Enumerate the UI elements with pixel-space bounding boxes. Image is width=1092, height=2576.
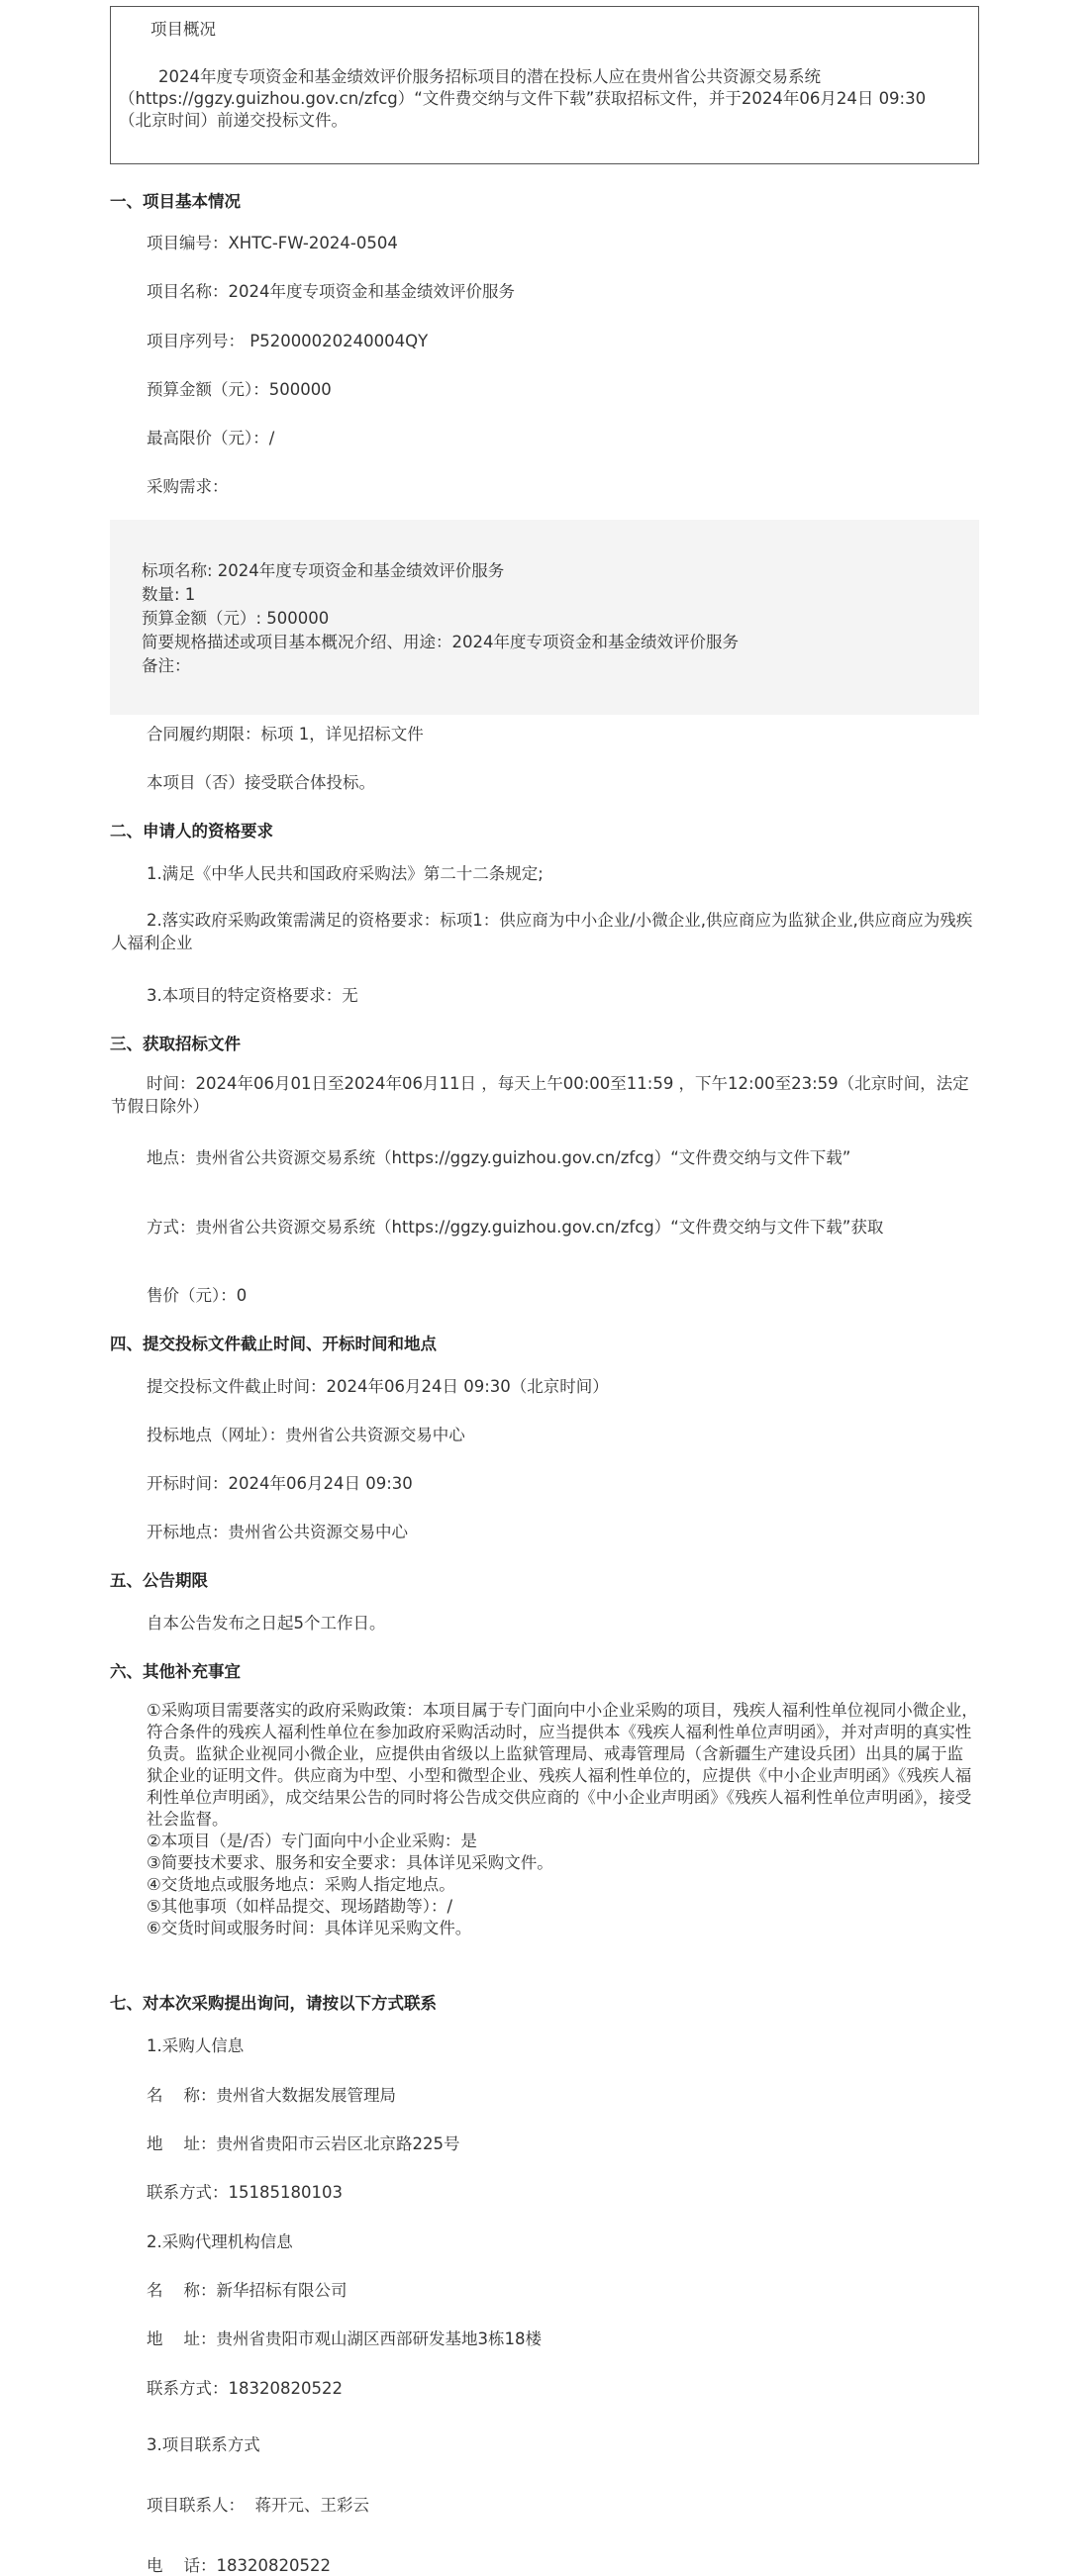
qualification-3: 3.本项目的特定资格要求：无	[147, 986, 358, 1005]
lot-quantity: 数量: 1	[142, 585, 196, 604]
section-2-heading: 二、申请人的资格要求	[110, 822, 273, 841]
joint-bid-note: 本项目（否）接受联合体投标。	[147, 773, 375, 792]
bid-deadline: 提交投标文件截止时间：2024年06月24日 09:30（北京时间）	[147, 1377, 609, 1396]
buyer-contact: 联系方式：15185180103	[147, 2183, 343, 2202]
note-5: ⑤其他事项（如样品提交、现场踏勘等）：/	[147, 1897, 453, 1916]
agent-address: 地 址：贵州省贵阳市观山湖区西部研发基地3栋18楼	[147, 2329, 542, 2348]
project-contact-phone: 电 话：18320820522	[147, 2556, 331, 2575]
project-contact-title: 3.项目联系方式	[147, 2435, 260, 2454]
agent-contact: 联系方式：18320820522	[147, 2379, 343, 2398]
buyer-address: 地 址：贵州省贵阳市云岩区北京路225号	[147, 2134, 460, 2153]
note-4: ④交货地点或服务地点：采购人指定地点。	[147, 1875, 455, 1894]
doc-acquire-time: 时间：2024年06月01日至2024年06月11日 ，每天上午00:00至11:59 ，下午12:00至23:59（北京时间，法定节假日除外）	[111, 1074, 969, 1116]
overview-box	[110, 6, 979, 164]
note-1: ①采购项目需要落实的政府采购政策：本项目属于专门面向中小企业采购的项目，残疾人福利性单位视同小微企业，符合条件的残疾人福利性单位在参加政府采购活动时，应当提供本《残疾人福利性单位声明函》，并对声明的真实性负责。监狱企业视同小微企业，应提供由省级以上监狱管理局、戒毒管理局（含新疆生产建设兵团）出具的属于监狱企业的证明文件。供应商为中型、小型和微型企业、残疾人福利性单位的，应提供《中小企业声明函》《残疾人福利性单位声明函》，成交结果公告的同时将公告成交供应商的《中小企业声明函》《残疾人福利性单位声明函》，接受社会监督。	[147, 1701, 978, 1829]
note-3: ③简要技术要求、服务和安全要求：具体详见采购文件。	[147, 1853, 553, 1872]
project-serial: 项目序列号： P52000020240004QY	[147, 332, 429, 350]
bid-place: 投标地点（网址）：贵州省公共资源交易中心	[147, 1426, 465, 1444]
opening-time: 开标时间：2024年06月24日 09:30	[147, 1474, 413, 1493]
agent-info-title: 2.采购代理机构信息	[147, 2232, 293, 2251]
note-2: ②本项目（是/否）专门面向中小企业采购：是	[147, 1832, 477, 1850]
contract-term: 合同履约期限：标项 1，详见招标文件	[147, 725, 424, 743]
overview-title: 项目概况	[150, 20, 216, 39]
agent-name: 名 称：新华招标有限公司	[147, 2281, 347, 2300]
lot-details-panel	[110, 520, 979, 715]
qualification-1: 1.满足《中华人民共和国政府采购法》第二十二条规定;	[147, 864, 544, 883]
budget-amount: 预算金额（元）：500000	[147, 380, 332, 399]
buyer-info-title: 1.采购人信息	[147, 2036, 245, 2055]
lot-description: 简要规格描述或项目基本概况介绍、用途：2024年度专项资金和基金绩效评价服务	[142, 633, 739, 651]
project-contact-people: 项目联系人： 蒋开元、王彩云	[147, 2496, 369, 2515]
section-6-heading: 六、其他补充事宜	[110, 1662, 241, 1681]
opening-place: 开标地点：贵州省公共资源交易中心	[147, 1523, 408, 1541]
doc-price: 售价（元）：0	[147, 1286, 248, 1305]
overview-text: 2024年度专项资金和基金绩效评价服务招标项目的潜在投标人应在贵州省公共资源交易系统（https://ggzy.guizhou.gov.cn/zfcg）“文件费交纳与文件下载”获取招标文件，并于2024年06月24日 09:30（北京时间）前递交投标文件。	[119, 67, 927, 130]
section-5-heading: 五、公告期限	[110, 1571, 208, 1590]
note-6: ⑥交货时间或服务时间：具体详见采购文件。	[147, 1919, 472, 1937]
section-7-heading: 七、对本次采购提出询问，请按以下方式联系	[110, 1994, 437, 2013]
section-4-heading: 四、提交投标文件截止时间、开标时间和地点	[110, 1335, 437, 1353]
doc-acquire-method: 方式：贵州省公共资源交易系统（https://ggzy.guizhou.gov.cn/zfcg）“文件费交纳与文件下载”获取	[147, 1218, 884, 1237]
project-number: 项目编号：XHTC-FW-2024-0504	[147, 234, 398, 252]
supplementary-notes	[147, 1700, 978, 1939]
lot-name: 标项名称: 2024年度专项资金和基金绩效评价服务	[142, 561, 505, 580]
project-name: 项目名称：2024年度专项资金和基金绩效评价服务	[147, 282, 515, 301]
qualification-2: 2.落实政府采购政策需满足的资格要求：标项1：供应商为中小企业/小微企业,供应商应为监狱企业,供应商应为残疾人福利企业	[111, 911, 973, 952]
buyer-name: 名 称：贵州省大数据发展管理局	[147, 2086, 396, 2105]
section-1-heading: 一、项目基本情况	[110, 192, 241, 211]
lot-budget: 预算金额（元）: 500000	[142, 609, 330, 628]
lot-remark: 备注：	[142, 656, 191, 675]
procurement-demand: 采购需求：	[147, 477, 229, 496]
section-3-heading: 三、获取招标文件	[110, 1035, 241, 1053]
max-price: 最高限价（元）：/	[147, 429, 275, 447]
doc-acquire-place: 地点：贵州省公共资源交易系统（https://ggzy.guizhou.gov.cn/zfcg）“文件费交纳与文件下载”	[147, 1148, 851, 1167]
notice-period: 自本公告发布之日起5个工作日。	[147, 1614, 386, 1633]
